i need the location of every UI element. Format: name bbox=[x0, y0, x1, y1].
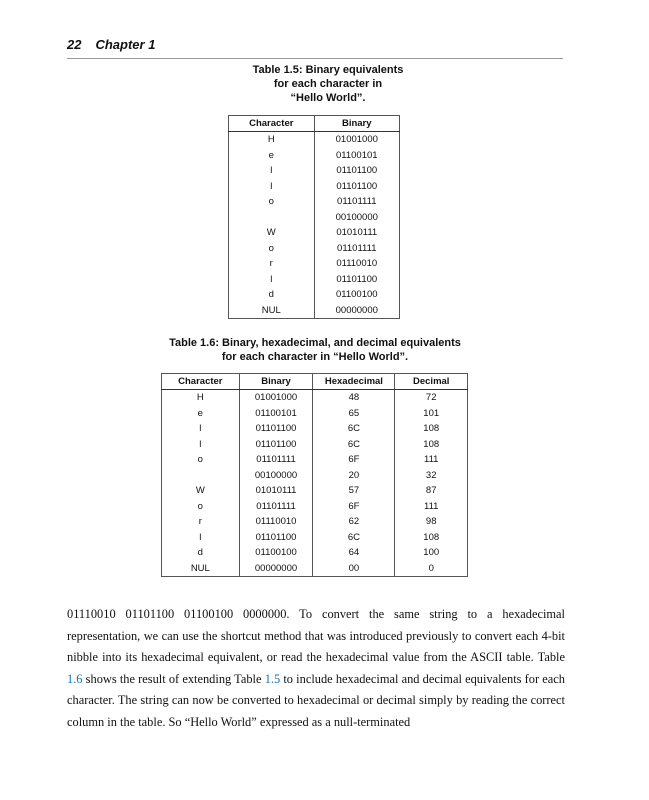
table-cell: l bbox=[229, 272, 315, 288]
table-cell: d bbox=[162, 545, 240, 561]
table-header-row bbox=[229, 116, 400, 132]
table-reference-link[interactable]: 1.5 bbox=[264, 671, 281, 686]
column-header: Character bbox=[229, 116, 315, 132]
caption-line: Table 1.5: Binary equivalents bbox=[252, 64, 404, 76]
paragraph bbox=[67, 604, 565, 733]
table-cell: 00100000 bbox=[239, 468, 313, 484]
table-row bbox=[162, 390, 468, 406]
table-cell bbox=[229, 210, 315, 226]
table-cell: 87 bbox=[395, 483, 468, 499]
table-cell: 6F bbox=[313, 499, 395, 515]
table-cell: l bbox=[229, 163, 315, 179]
table-cell: o bbox=[162, 499, 240, 515]
table-cell: 48 bbox=[313, 390, 395, 406]
table-row bbox=[162, 406, 468, 422]
table-cell: 62 bbox=[313, 514, 395, 530]
table-cell: d bbox=[229, 287, 315, 303]
table-row bbox=[229, 225, 400, 241]
table-cell: 100 bbox=[395, 545, 468, 561]
table-header-row bbox=[162, 374, 468, 390]
chapter-title: Chapter 1 bbox=[95, 37, 156, 52]
table-cell: 6C bbox=[313, 421, 395, 437]
table-row bbox=[229, 287, 400, 303]
table-cell: 01010111 bbox=[314, 225, 399, 241]
table-cell: 01100101 bbox=[239, 406, 313, 422]
table-cell: 01101111 bbox=[239, 452, 313, 468]
caption-line: for each character in bbox=[273, 78, 383, 90]
table-cell: 20 bbox=[313, 468, 395, 484]
table-row bbox=[229, 179, 400, 195]
table-cell: 01101111 bbox=[239, 499, 313, 515]
table-cell: H bbox=[162, 390, 240, 406]
table-cell: W bbox=[162, 483, 240, 499]
table-cell: o bbox=[229, 194, 315, 210]
table-cell: o bbox=[162, 452, 240, 468]
table-row bbox=[162, 530, 468, 546]
table-cell: 01101111 bbox=[314, 194, 399, 210]
caption-line: for each character in “Hello World”. bbox=[221, 351, 409, 363]
table-cell: l bbox=[162, 437, 240, 453]
table-cell: e bbox=[162, 406, 240, 422]
table-cell: 01100100 bbox=[239, 545, 313, 561]
paragraph-text: Table bbox=[537, 650, 565, 664]
table-cell: 0 bbox=[395, 561, 468, 577]
table-cell: 57 bbox=[313, 483, 395, 499]
table-cell bbox=[162, 468, 240, 484]
table-row bbox=[229, 210, 400, 226]
table-1-6 bbox=[161, 373, 468, 577]
paragraph-text: shows the result of extending Table bbox=[82, 671, 265, 686]
table-1-5-caption bbox=[200, 63, 456, 105]
column-header: Character bbox=[162, 374, 240, 390]
table-cell: 00000000 bbox=[239, 561, 313, 577]
table-row bbox=[229, 256, 400, 272]
table-cell: o bbox=[229, 241, 315, 257]
table-cell: 01100100 bbox=[314, 287, 399, 303]
table-cell: 01101100 bbox=[239, 530, 313, 546]
table-row bbox=[162, 437, 468, 453]
paragraph-text: to include hexadecimal and decimal equivalents for each character. The string can now be converted to hexadecimal or decimal simply by reading the correct column in the table. So “Hello World” expressed as a null-terminated bbox=[67, 671, 565, 729]
table-cell: 108 bbox=[395, 437, 468, 453]
table-cell: r bbox=[162, 514, 240, 530]
table-row bbox=[162, 483, 468, 499]
table-cell: 01101100 bbox=[239, 437, 313, 453]
table-cell: 108 bbox=[395, 421, 468, 437]
table-row bbox=[229, 148, 400, 164]
table-cell: H bbox=[229, 132, 315, 148]
table-row bbox=[162, 421, 468, 437]
table-row bbox=[162, 545, 468, 561]
table-cell: 00100000 bbox=[314, 210, 399, 226]
running-header bbox=[67, 36, 563, 59]
table-row bbox=[229, 241, 400, 257]
table-row bbox=[229, 303, 400, 319]
table-cell: 01100101 bbox=[314, 148, 399, 164]
table-1-5 bbox=[228, 115, 400, 319]
table-cell: 01101100 bbox=[314, 163, 399, 179]
table-row bbox=[229, 132, 400, 148]
table-row bbox=[162, 468, 468, 484]
table-cell: 72 bbox=[395, 390, 468, 406]
table-cell: r bbox=[229, 256, 315, 272]
column-header: Decimal bbox=[395, 374, 468, 390]
page-number: 22 bbox=[67, 37, 82, 52]
table-row bbox=[229, 163, 400, 179]
table-cell: NUL bbox=[229, 303, 315, 319]
table-cell: 01110010 bbox=[239, 514, 313, 530]
table-cell: 01001000 bbox=[314, 132, 399, 148]
table-cell: 65 bbox=[313, 406, 395, 422]
column-header: Binary bbox=[314, 116, 399, 132]
column-header: Hexadecimal bbox=[313, 374, 395, 390]
table-cell: 64 bbox=[313, 545, 395, 561]
table-cell: 98 bbox=[395, 514, 468, 530]
table-1-6-caption bbox=[150, 336, 480, 364]
table-cell: l bbox=[229, 179, 315, 195]
table-cell: 00000000 bbox=[314, 303, 399, 319]
table-cell: NUL bbox=[162, 561, 240, 577]
table-cell: 01110010 bbox=[314, 256, 399, 272]
caption-line: “Hello World”. bbox=[290, 92, 366, 104]
table-cell: l bbox=[162, 530, 240, 546]
table-row bbox=[162, 452, 468, 468]
table-cell: e bbox=[229, 148, 315, 164]
table-row bbox=[229, 194, 400, 210]
table-cell: 01101100 bbox=[239, 421, 313, 437]
table-cell: 01001000 bbox=[239, 390, 313, 406]
table-cell: 01101100 bbox=[314, 179, 399, 195]
table-cell: 111 bbox=[395, 499, 468, 515]
caption-line: Table 1.6: Binary, hexadecimal, and decimal equivalents bbox=[169, 337, 461, 349]
column-header: Binary bbox=[239, 374, 313, 390]
body-text bbox=[67, 604, 565, 733]
table-cell: 108 bbox=[395, 530, 468, 546]
table-cell: 6C bbox=[313, 437, 395, 453]
table-cell: 101 bbox=[395, 406, 468, 422]
table-cell: 111 bbox=[395, 452, 468, 468]
table-cell: 32 bbox=[395, 468, 468, 484]
table-cell: 00 bbox=[313, 561, 395, 577]
table-row bbox=[162, 499, 468, 515]
table-cell: l bbox=[162, 421, 240, 437]
table-row bbox=[229, 272, 400, 288]
table-cell: 6C bbox=[313, 530, 395, 546]
paragraph-text: 01110010 01101100 01100100 0000000. To convert the same string to a hexadecimal representation, we can use the shortcut method that was introduced previously to convert each 4-bit nibble into its hexadecimal equivalent, or read the hexadecimal value from the ASCII table. bbox=[67, 607, 565, 664]
table-row bbox=[162, 561, 468, 577]
table-cell: 01101100 bbox=[314, 272, 399, 288]
table-cell: 01010111 bbox=[239, 483, 313, 499]
table-cell: W bbox=[229, 225, 315, 241]
table-row bbox=[162, 514, 468, 530]
table-cell: 6F bbox=[313, 452, 395, 468]
table-reference-link[interactable]: 1.6 bbox=[67, 671, 83, 686]
table-cell: 01101111 bbox=[314, 241, 399, 257]
